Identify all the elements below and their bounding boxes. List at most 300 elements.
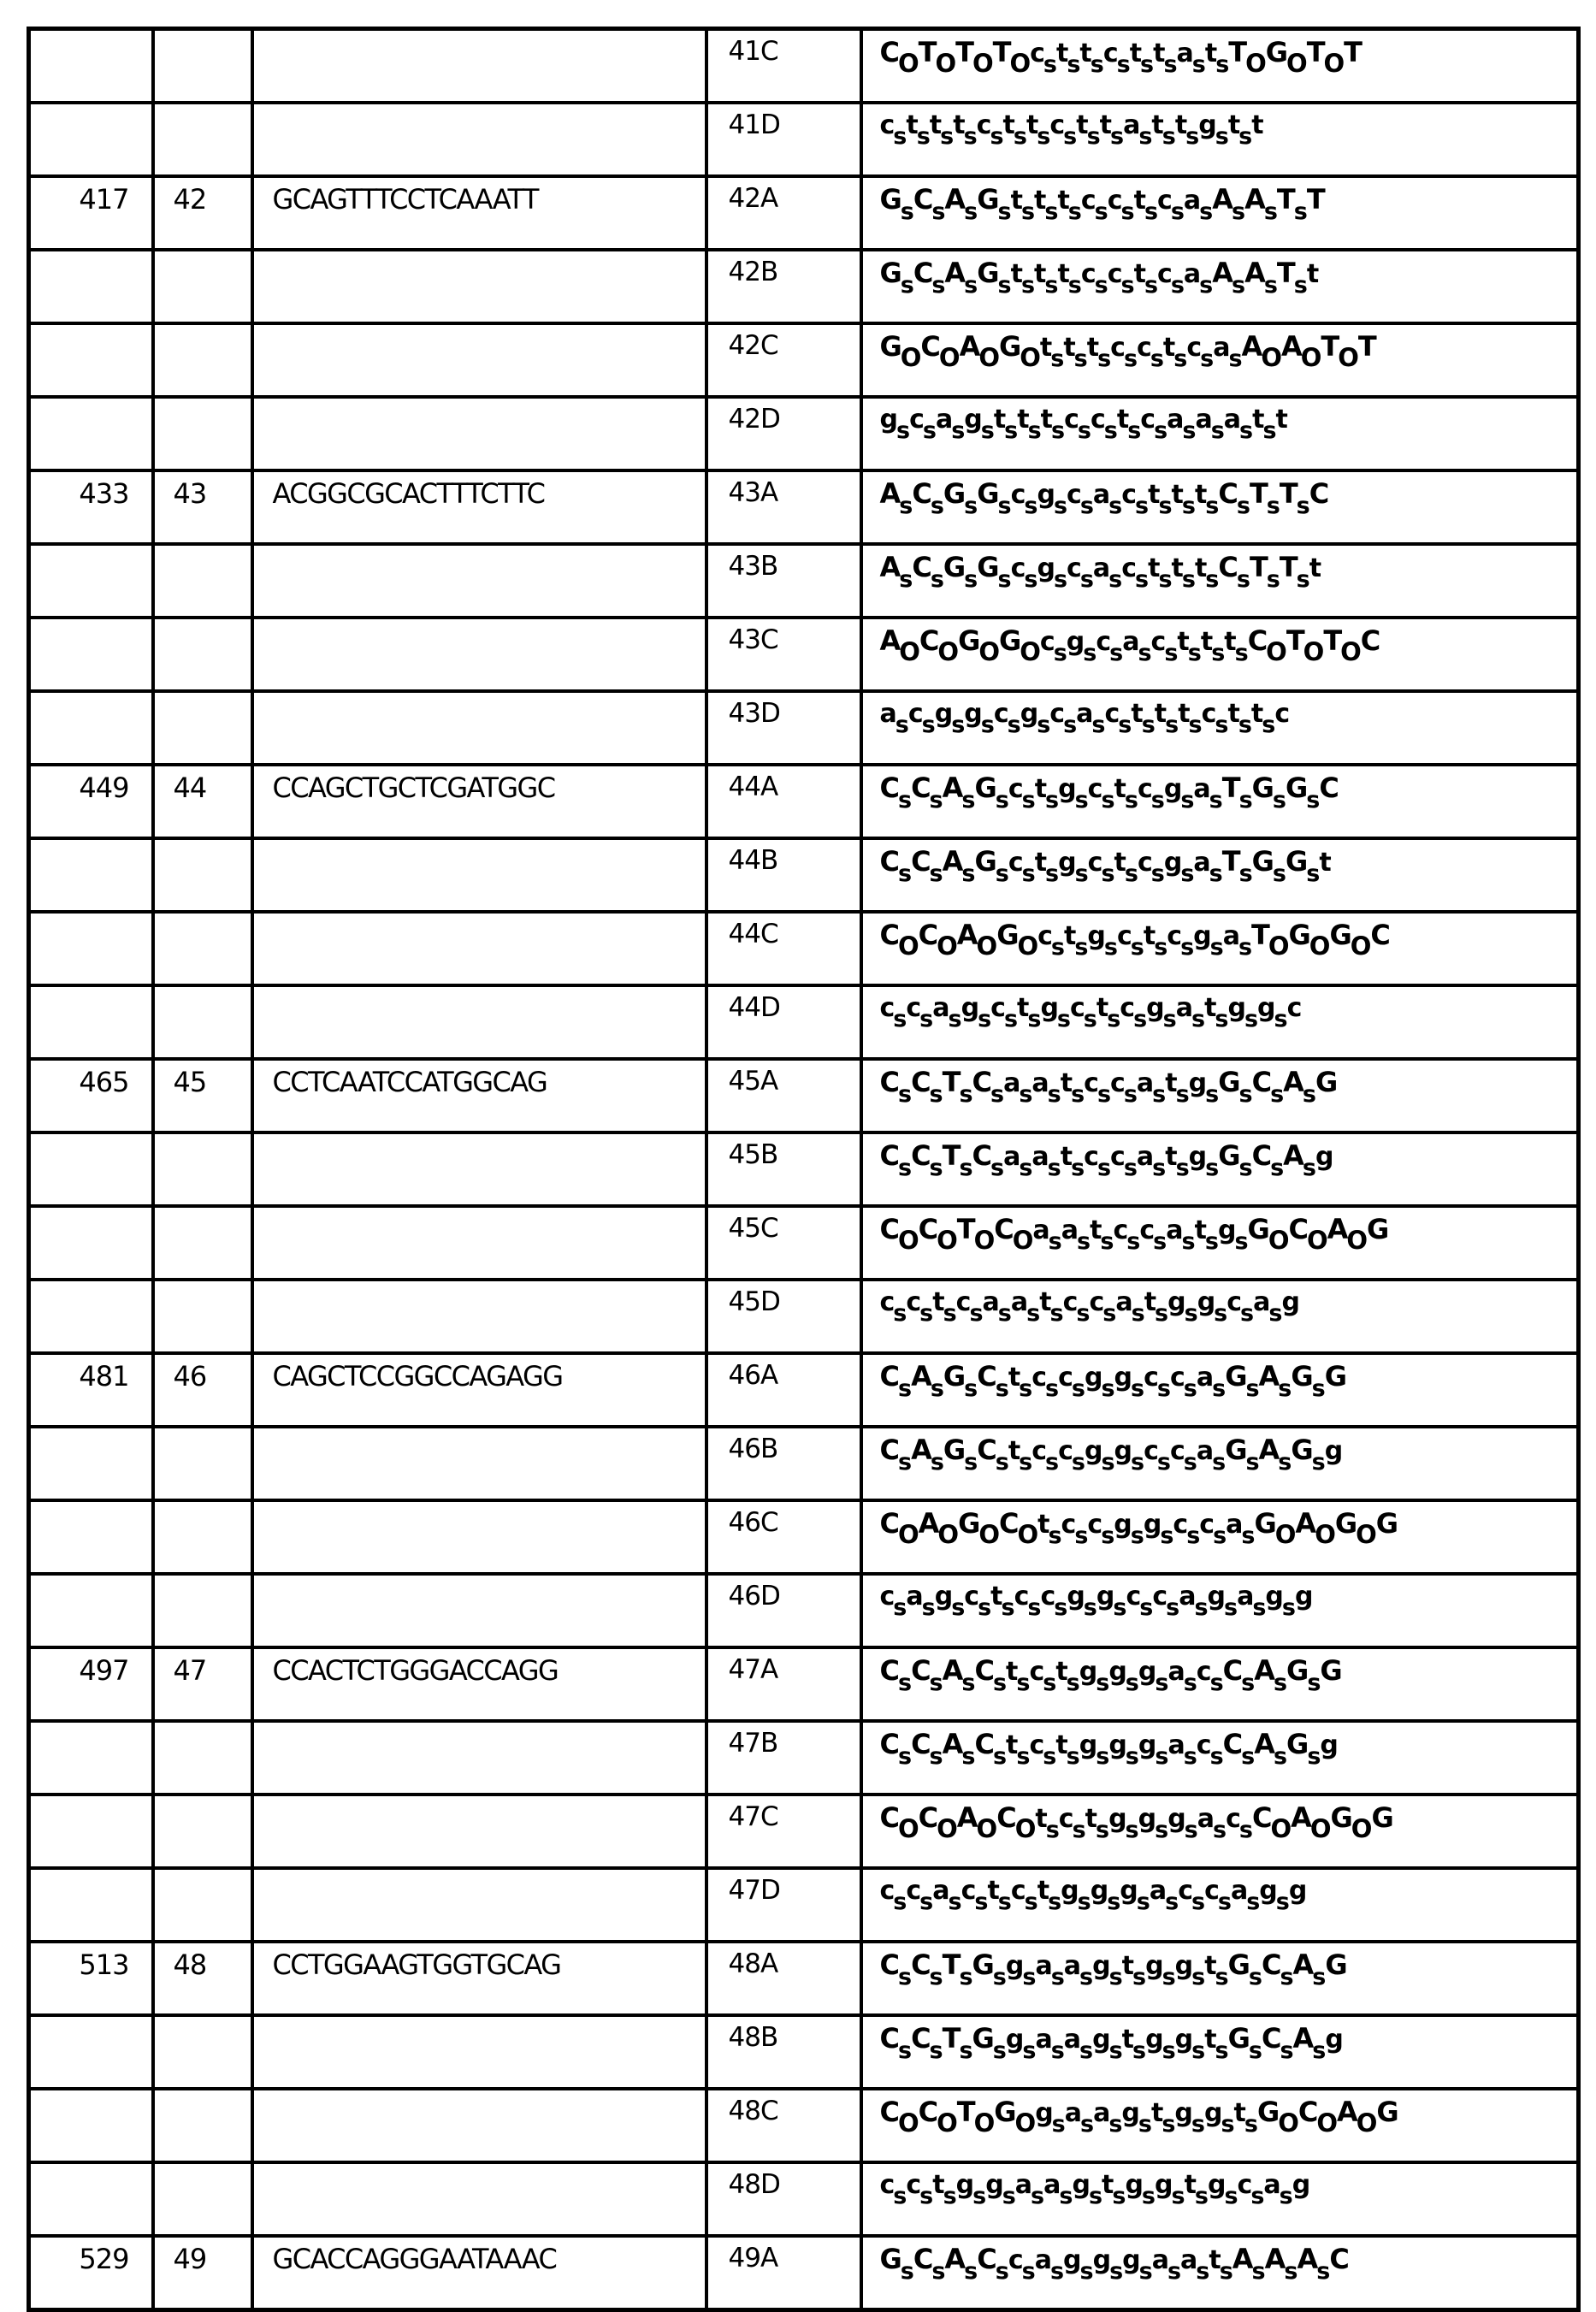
nucleotide: $C_s$ bbox=[1222, 1654, 1255, 1696]
nucleotide: $G_O$ bbox=[1288, 919, 1330, 961]
nucleotide: $C_O$ bbox=[918, 2096, 957, 2138]
nucleotide: $c_s$ bbox=[879, 1582, 907, 1621]
nucleotide: $c_s$ bbox=[1152, 1582, 1179, 1621]
nucleotide: $t_s$ bbox=[1121, 1951, 1146, 1990]
nucleotide: $c_s$ bbox=[1029, 1730, 1056, 1770]
nucleotide: g bbox=[1292, 2170, 1310, 2200]
nucleotide: t bbox=[1319, 848, 1331, 878]
nucleotide: $c_s$ bbox=[1126, 1582, 1153, 1621]
nucleotide: $C_s$ bbox=[911, 1728, 943, 1770]
nucleotide: $g_s$ bbox=[1188, 1142, 1219, 1181]
target-sequence-cell bbox=[252, 618, 706, 691]
nucleotide: $C_s$ bbox=[972, 1139, 1004, 1181]
nucleotide: $A_s$ bbox=[1244, 257, 1277, 299]
table-row bbox=[29, 1500, 1579, 1574]
nucleotide: $g_s$ bbox=[1037, 553, 1067, 593]
nucleotide: $g_s$ bbox=[1037, 480, 1067, 519]
nucleotide: $a_s$ bbox=[1149, 1876, 1179, 1915]
nucleotide: c bbox=[1286, 993, 1302, 1023]
oligo-id-cell: 46A bbox=[706, 1353, 861, 1427]
nucleotide: $g_s$ bbox=[1174, 2098, 1204, 2138]
nucleotide: $t_s$ bbox=[993, 405, 1018, 444]
nucleotide: $A_s$ bbox=[911, 1360, 943, 1402]
nucleotide: $t_s$ bbox=[1114, 848, 1138, 887]
nucleotide: $g_s$ bbox=[1146, 993, 1176, 1032]
nucleotide: $G_s$ bbox=[1285, 772, 1320, 813]
seq-id-cell bbox=[153, 618, 252, 691]
nucleotide: $t_s$ bbox=[1008, 1363, 1032, 1402]
nucleotide: $a_s$ bbox=[1035, 2025, 1064, 2064]
nucleotide: $A_s$ bbox=[1283, 1139, 1315, 1181]
table-row bbox=[29, 544, 1579, 618]
nucleotide: $G_s$ bbox=[879, 183, 913, 225]
nucleotide: $g_s$ bbox=[934, 1582, 965, 1621]
oligo-sequence-cell bbox=[861, 544, 1579, 618]
nucleotide: $t_s$ bbox=[1037, 1876, 1061, 1915]
nucleotide: $g_s$ bbox=[1155, 2170, 1185, 2209]
nucleotide: $G_s$ bbox=[1251, 772, 1286, 813]
nucleotide: $g_s$ bbox=[1143, 1510, 1173, 1549]
seq-id-cell bbox=[153, 1427, 252, 1500]
nucleotide: $c_s$ bbox=[1110, 1068, 1137, 1108]
nucleotide: $G_s$ bbox=[1291, 1360, 1325, 1402]
nucleotide: $C_s$ bbox=[974, 1654, 1007, 1696]
target-position-cell bbox=[29, 2089, 153, 2162]
table-row bbox=[29, 618, 1579, 691]
nucleotide: $c_s$ bbox=[1104, 699, 1132, 738]
table-row bbox=[29, 2236, 1579, 2310]
nucleotide: $g_s$ bbox=[1203, 2098, 1234, 2138]
nucleotide: $c_s$ bbox=[1196, 1730, 1223, 1770]
nucleotide: $C_s$ bbox=[879, 845, 912, 887]
nucleotide: $C_O$ bbox=[996, 1801, 1036, 1843]
nucleotide: $t_s$ bbox=[1060, 1142, 1085, 1181]
nucleotide: $t_s$ bbox=[932, 1287, 956, 1327]
nucleotide: $t_s$ bbox=[1200, 627, 1225, 666]
nucleotide: $t_s$ bbox=[1008, 1436, 1032, 1475]
nucleotide: $a_s$ bbox=[1092, 553, 1122, 593]
nucleotide: $c_s$ bbox=[1186, 333, 1214, 372]
nucleotide: $G_s$ bbox=[972, 2022, 1006, 2064]
nucleotide: $a_s$ bbox=[1226, 1510, 1255, 1549]
seq-id-cell bbox=[153, 397, 252, 470]
nucleotide: $a_s$ bbox=[1223, 405, 1253, 444]
nucleotide: $T_O$ bbox=[1323, 624, 1361, 666]
nucleotide: $g_s$ bbox=[1108, 1730, 1138, 1770]
target-sequence-cell bbox=[252, 103, 706, 176]
nucleotide: $a_s$ bbox=[1151, 2245, 1181, 2285]
nucleotide: $a_s$ bbox=[1197, 1804, 1227, 1843]
nucleotide: $A_s$ bbox=[1212, 183, 1245, 225]
nucleotide: $g_s$ bbox=[964, 405, 994, 444]
oligo-sequence-cell bbox=[861, 1721, 1579, 1795]
nucleotide: $T_s$ bbox=[942, 1139, 972, 1181]
seq-id-cell bbox=[153, 912, 252, 985]
nucleotide: $g_s$ bbox=[1020, 699, 1050, 738]
table-row bbox=[29, 1280, 1579, 1353]
nucleotide: $a_s$ bbox=[982, 1287, 1011, 1327]
nucleotide: $G_O$ bbox=[1329, 919, 1371, 961]
nucleotide: $t_s$ bbox=[1102, 2170, 1126, 2209]
oligo-id-cell: 44A bbox=[706, 765, 861, 838]
oligo-id-cell: 46C bbox=[706, 1500, 861, 1574]
nucleotide: $t_s$ bbox=[1035, 1804, 1059, 1843]
nucleotide: $g_s$ bbox=[1167, 1287, 1197, 1327]
nucleotide: $g_s$ bbox=[1072, 2170, 1102, 2209]
nucleotide: $A_O$ bbox=[956, 1801, 997, 1843]
nucleotide: t bbox=[1306, 259, 1319, 289]
table-row bbox=[29, 1132, 1579, 1206]
nucleotide: $t_s$ bbox=[1076, 110, 1100, 150]
nucleotide: $g_s$ bbox=[1005, 1951, 1036, 1990]
nucleotide: $G_O$ bbox=[1254, 1507, 1296, 1549]
target-position-cell bbox=[29, 1721, 153, 1795]
nucleotide: $a_s$ bbox=[1063, 1951, 1093, 1990]
table-row bbox=[29, 1868, 1579, 1942]
nucleotide: $A_O$ bbox=[956, 919, 997, 961]
nucleotide: $t_s$ bbox=[953, 110, 977, 150]
target-position-cell bbox=[29, 1280, 153, 1353]
seq-id-cell bbox=[153, 1795, 252, 1868]
target-position-cell bbox=[29, 2162, 153, 2236]
nucleotide: $t_s$ bbox=[1034, 848, 1059, 887]
nucleotide: $a_s$ bbox=[1230, 1876, 1260, 1915]
nucleotide: $C_O$ bbox=[920, 330, 960, 372]
oligo-id-cell: 48A bbox=[706, 1942, 861, 2015]
nucleotide: $A_s$ bbox=[944, 257, 978, 299]
nucleotide: G bbox=[1315, 1066, 1338, 1098]
nucleotide: $t_s$ bbox=[1037, 1510, 1061, 1549]
nucleotide: $C_s$ bbox=[977, 1434, 1008, 1475]
nucleotide: G bbox=[1371, 1801, 1393, 1834]
nucleotide: $t_s$ bbox=[1143, 921, 1167, 961]
nucleotide: $g_s$ bbox=[1035, 2098, 1065, 2138]
nucleotide: $c_s$ bbox=[1010, 1876, 1037, 1915]
oligo-id-cell: 49A bbox=[706, 2236, 861, 2310]
target-sequence-cell: CCTCAATCCATGGCAG bbox=[252, 1059, 706, 1132]
seq-id-cell: 48 bbox=[153, 1942, 252, 2015]
nucleotide: $g_s$ bbox=[1063, 2245, 1093, 2285]
nucleotide: $t_s$ bbox=[1055, 38, 1080, 78]
nucleotide: $C_O$ bbox=[1251, 1801, 1292, 1843]
seq-id-cell bbox=[153, 2089, 252, 2162]
nucleotide: $t_s$ bbox=[1039, 333, 1064, 372]
seq-id-cell bbox=[153, 2015, 252, 2089]
nucleotide: $t_s$ bbox=[987, 1876, 1011, 1915]
nucleotide: $c_s$ bbox=[1096, 627, 1123, 666]
nucleotide: $C_O$ bbox=[879, 1213, 919, 1255]
nucleotide: $G_O$ bbox=[998, 624, 1040, 666]
nucleotide: $T_O$ bbox=[1321, 330, 1358, 372]
seq-id-cell bbox=[153, 323, 252, 397]
nucleotide: $t_s$ bbox=[1055, 1657, 1079, 1696]
nucleotide: $c_s$ bbox=[1227, 1287, 1254, 1327]
seq-id-cell bbox=[153, 1206, 252, 1280]
nucleotide: $a_s$ bbox=[1167, 1730, 1197, 1770]
nucleotide: $T_O$ bbox=[956, 1213, 995, 1255]
nucleotide: $c_s$ bbox=[1014, 1582, 1041, 1621]
nucleotide: $g_s$ bbox=[1259, 1876, 1289, 1915]
nucleotide: $c_s$ bbox=[964, 1582, 991, 1621]
nucleotide: $g_s$ bbox=[1096, 1582, 1126, 1621]
nucleotide: $C_O$ bbox=[918, 919, 957, 961]
oligo-sequence-cell bbox=[861, 2089, 1579, 2162]
nucleotide: $G_s$ bbox=[1218, 1066, 1252, 1108]
nucleotide: $g_s$ bbox=[985, 2170, 1015, 2209]
oligo-sequence-cell bbox=[861, 1280, 1579, 1353]
target-position-cell: 481 bbox=[29, 1353, 153, 1427]
nucleotide: T bbox=[1306, 183, 1325, 216]
nucleotide: $t_s$ bbox=[1154, 699, 1179, 738]
nucleotide: $c_s$ bbox=[1144, 1363, 1170, 1402]
nucleotide: $C_s$ bbox=[913, 257, 945, 299]
nucleotide: c bbox=[1274, 699, 1290, 729]
table-row bbox=[29, 2162, 1579, 2236]
oligo-sequence-cell bbox=[861, 1427, 1579, 1500]
nucleotide: $a_s$ bbox=[1136, 1142, 1166, 1181]
target-sequence-cell bbox=[252, 691, 706, 765]
nucleotide: $c_s$ bbox=[1067, 553, 1093, 593]
nucleotide: $T_O$ bbox=[955, 36, 993, 78]
nucleotide: $C_O$ bbox=[1297, 2096, 1337, 2138]
nucleotide: $a_s$ bbox=[1180, 2245, 1209, 2285]
nucleotide: $t_s$ bbox=[1034, 774, 1059, 813]
oligo-id-cell: 42D bbox=[706, 397, 861, 470]
nucleotide: $G_O$ bbox=[1247, 1213, 1289, 1255]
nucleotide: $T_O$ bbox=[1286, 624, 1324, 666]
nucleotide: $A_O$ bbox=[1280, 330, 1321, 372]
nucleotide: $a_s$ bbox=[1196, 1436, 1226, 1475]
nucleotide: $a_s$ bbox=[1010, 1287, 1040, 1327]
nucleotide: $t_s$ bbox=[1017, 993, 1041, 1032]
target-sequence-cell bbox=[252, 2015, 706, 2089]
nucleotide: $c_s$ bbox=[1137, 774, 1164, 813]
target-sequence-cell bbox=[252, 912, 706, 985]
nucleotide: $T_s$ bbox=[942, 1948, 972, 1990]
nucleotide: $A_s$ bbox=[1244, 183, 1277, 225]
oligo-sequence-cell bbox=[861, 765, 1579, 838]
nucleotide: $C_s$ bbox=[911, 1654, 943, 1696]
nucleotide: $C_s$ bbox=[912, 551, 943, 593]
nucleotide: $G_O$ bbox=[1330, 1801, 1372, 1843]
nucleotide: $C_s$ bbox=[911, 2022, 943, 2064]
seq-id-cell bbox=[153, 1574, 252, 1647]
oligo-sequence-cell bbox=[861, 1574, 1579, 1647]
nucleotide: $t_s$ bbox=[1150, 2098, 1175, 2138]
nucleotide: $A_s$ bbox=[1292, 2022, 1326, 2064]
nucleotide: $C_s$ bbox=[913, 2243, 945, 2285]
nucleotide: $t_s$ bbox=[1171, 480, 1195, 519]
target-sequence-cell: CCACTCTGGGACCAGG bbox=[252, 1647, 706, 1721]
nucleotide: $c_s$ bbox=[1137, 333, 1163, 372]
nucleotide: $c_s$ bbox=[1049, 699, 1077, 738]
nucleotide: $c_s$ bbox=[1173, 1510, 1200, 1549]
nucleotide: g bbox=[1288, 1876, 1307, 1906]
nucleotide: $t_s$ bbox=[1010, 186, 1035, 225]
nucleotide: $G_s$ bbox=[1286, 1654, 1321, 1696]
nucleotide: $g_s$ bbox=[1005, 2025, 1036, 2064]
nucleotide: $a_s$ bbox=[1193, 774, 1222, 813]
nucleotide: $t_s$ bbox=[1250, 699, 1275, 738]
seq-id-cell bbox=[153, 691, 252, 765]
target-position-cell: 449 bbox=[29, 765, 153, 838]
nucleotide: $A_O$ bbox=[918, 1507, 959, 1549]
nucleotide: $c_s$ bbox=[1107, 186, 1134, 225]
nucleotide: $g_s$ bbox=[1207, 2170, 1238, 2209]
nucleotide: $g_s$ bbox=[1198, 110, 1228, 150]
oligo-id-cell: 43A bbox=[706, 470, 861, 544]
nucleotide: $C_s$ bbox=[1251, 1066, 1284, 1108]
nucleotide: C bbox=[1309, 477, 1329, 510]
nucleotide: $t_s$ bbox=[1040, 405, 1065, 444]
nucleotide: $c_s$ bbox=[1008, 848, 1035, 887]
nucleotide: $C_s$ bbox=[1261, 1948, 1293, 1990]
table-row bbox=[29, 765, 1579, 838]
target-sequence-cell bbox=[252, 323, 706, 397]
nucleotide: $C_O$ bbox=[879, 1507, 919, 1549]
nucleotide: $t_s$ bbox=[1165, 1142, 1189, 1181]
nucleotide: $C_s$ bbox=[911, 845, 943, 887]
nucleotide: $c_s$ bbox=[1201, 699, 1228, 738]
nucleotide: $c_s$ bbox=[1107, 259, 1134, 299]
nucleotide: $A_s$ bbox=[879, 477, 913, 519]
nucleotide: $c_s$ bbox=[1080, 259, 1108, 299]
seq-id-cell: 45 bbox=[153, 1059, 252, 1132]
target-position-cell bbox=[29, 985, 153, 1059]
nucleotide: $C_s$ bbox=[1222, 1728, 1255, 1770]
target-sequence-cell bbox=[252, 544, 706, 618]
nucleotide: $c_s$ bbox=[1087, 848, 1114, 887]
nucleotide: g bbox=[1315, 1142, 1333, 1172]
nucleotide: $C_O$ bbox=[918, 1213, 957, 1255]
nucleotide: $G_s$ bbox=[943, 1434, 978, 1475]
nucleotide: $t_s$ bbox=[1204, 1951, 1228, 1990]
nucleotide: $c_s$ bbox=[1150, 627, 1178, 666]
nucleotide: $c_s$ bbox=[1030, 38, 1056, 78]
nucleotide: $c_s$ bbox=[1110, 333, 1138, 372]
nucleotide: $A_s$ bbox=[1258, 1434, 1292, 1475]
nucleotide: $A_s$ bbox=[942, 1728, 975, 1770]
target-position-cell bbox=[29, 691, 153, 765]
seq-id-cell: 47 bbox=[153, 1647, 252, 1721]
oligo-sequence-cell bbox=[861, 691, 1579, 765]
nucleotide: $g_s$ bbox=[1217, 1215, 1248, 1255]
target-position-cell bbox=[29, 544, 153, 618]
nucleotide: $c_s$ bbox=[1080, 186, 1108, 225]
table-row bbox=[29, 323, 1579, 397]
nucleotide: $c_s$ bbox=[1199, 1510, 1227, 1549]
nucleotide: $c_s$ bbox=[1140, 405, 1167, 444]
nucleotide: $A_O$ bbox=[959, 330, 999, 372]
seq-id-cell: 43 bbox=[153, 470, 252, 544]
nucleotide: $t_s$ bbox=[1034, 259, 1058, 299]
target-sequence-cell: GCAGTTTCCTCAAATT bbox=[252, 176, 706, 250]
seq-id-cell bbox=[153, 1132, 252, 1206]
nucleotide: $C_s$ bbox=[879, 1728, 912, 1770]
nucleotide: $g_s$ bbox=[1092, 1951, 1122, 1990]
nucleotide: $t_s$ bbox=[1165, 1068, 1189, 1108]
nucleotide: $T_s$ bbox=[1279, 551, 1309, 593]
nucleotide: $a_s$ bbox=[879, 699, 908, 738]
oligo-id-cell: 44D bbox=[706, 985, 861, 1059]
oligo-id-cell: 42B bbox=[706, 250, 861, 323]
oligo-sequence-cell bbox=[861, 1059, 1579, 1132]
target-position-cell bbox=[29, 29, 153, 103]
target-position-cell bbox=[29, 1500, 153, 1574]
nucleotide: $t_s$ bbox=[1034, 186, 1058, 225]
nucleotide: $G_s$ bbox=[1286, 1728, 1321, 1770]
nucleotide: $c_s$ bbox=[906, 2170, 933, 2209]
nucleotide: $g_s$ bbox=[1040, 993, 1070, 1032]
nucleotide: $a_s$ bbox=[1179, 1582, 1208, 1621]
target-sequence-cell bbox=[252, 250, 706, 323]
nucleotide: $C_s$ bbox=[879, 1654, 912, 1696]
nucleotide: $A_s$ bbox=[1254, 1654, 1287, 1696]
table-row bbox=[29, 2089, 1579, 2162]
nucleotide: $a_s$ bbox=[1213, 333, 1242, 372]
nucleotide: $c_s$ bbox=[1058, 1436, 1085, 1475]
nucleotide: $a_s$ bbox=[1003, 1068, 1032, 1108]
nucleotide: $A_s$ bbox=[1264, 2243, 1297, 2285]
nucleotide: $g_s$ bbox=[1084, 1363, 1114, 1402]
nucleotide: $t_s$ bbox=[929, 110, 954, 150]
nucleotide: $C_s$ bbox=[879, 1434, 912, 1475]
nucleotide: $C_s$ bbox=[913, 183, 945, 225]
oligo-id-cell: 45C bbox=[706, 1206, 861, 1280]
nucleotide: g bbox=[1294, 1582, 1313, 1611]
target-position-cell bbox=[29, 1574, 153, 1647]
nucleotide: $t_s$ bbox=[1079, 38, 1103, 78]
nucleotide: $A_s$ bbox=[944, 2243, 978, 2285]
nucleotide: $t_s$ bbox=[1227, 110, 1252, 150]
nucleotide: $c_s$ bbox=[1064, 405, 1091, 444]
nucleotide: $c_s$ bbox=[1116, 921, 1144, 961]
nucleotide: $a_s$ bbox=[1031, 1068, 1061, 1108]
nucleotide: $g_s$ bbox=[1067, 1582, 1097, 1621]
target-position-cell bbox=[29, 323, 153, 397]
nucleotide: $g_s$ bbox=[1122, 2245, 1152, 2285]
nucleotide: $A_s$ bbox=[1232, 2243, 1265, 2285]
nucleotide: $a_s$ bbox=[1031, 1142, 1061, 1181]
nucleotide: $g_s$ bbox=[934, 699, 965, 738]
nucleotide: $c_s$ bbox=[1102, 38, 1130, 78]
nucleotide: $A_s$ bbox=[911, 1434, 943, 1475]
target-position-cell bbox=[29, 912, 153, 985]
nucleotide: $G_s$ bbox=[943, 551, 978, 593]
oligo-id-cell: 44B bbox=[706, 838, 861, 912]
nucleotide: $G_O$ bbox=[958, 624, 999, 666]
nucleotide: $a_s$ bbox=[1014, 2170, 1044, 2209]
nucleotide: $C_s$ bbox=[974, 1728, 1007, 1770]
target-position-cell: 433 bbox=[29, 470, 153, 544]
oligo-id-cell: 45A bbox=[706, 1059, 861, 1132]
table-row bbox=[29, 1353, 1579, 1427]
table-row bbox=[29, 1427, 1579, 1500]
nucleotide: $c_s$ bbox=[906, 993, 933, 1032]
nucleotide: $t_s$ bbox=[1099, 110, 1124, 150]
nucleotide: T bbox=[1344, 36, 1362, 68]
nucleotide: $c_s$ bbox=[1120, 993, 1147, 1032]
nucleotide: $c_s$ bbox=[961, 1876, 988, 1915]
nucleotide: $g_s$ bbox=[1167, 1804, 1197, 1843]
nucleotide: G bbox=[1367, 1213, 1389, 1245]
nucleotide: $g_s$ bbox=[1087, 921, 1117, 961]
oligo-sequence-cell bbox=[861, 1206, 1579, 1280]
table-row bbox=[29, 397, 1579, 470]
oligo-sequence-cell bbox=[861, 470, 1579, 544]
target-sequence-cell bbox=[252, 1280, 706, 1353]
nucleotide: g bbox=[1324, 1436, 1343, 1466]
